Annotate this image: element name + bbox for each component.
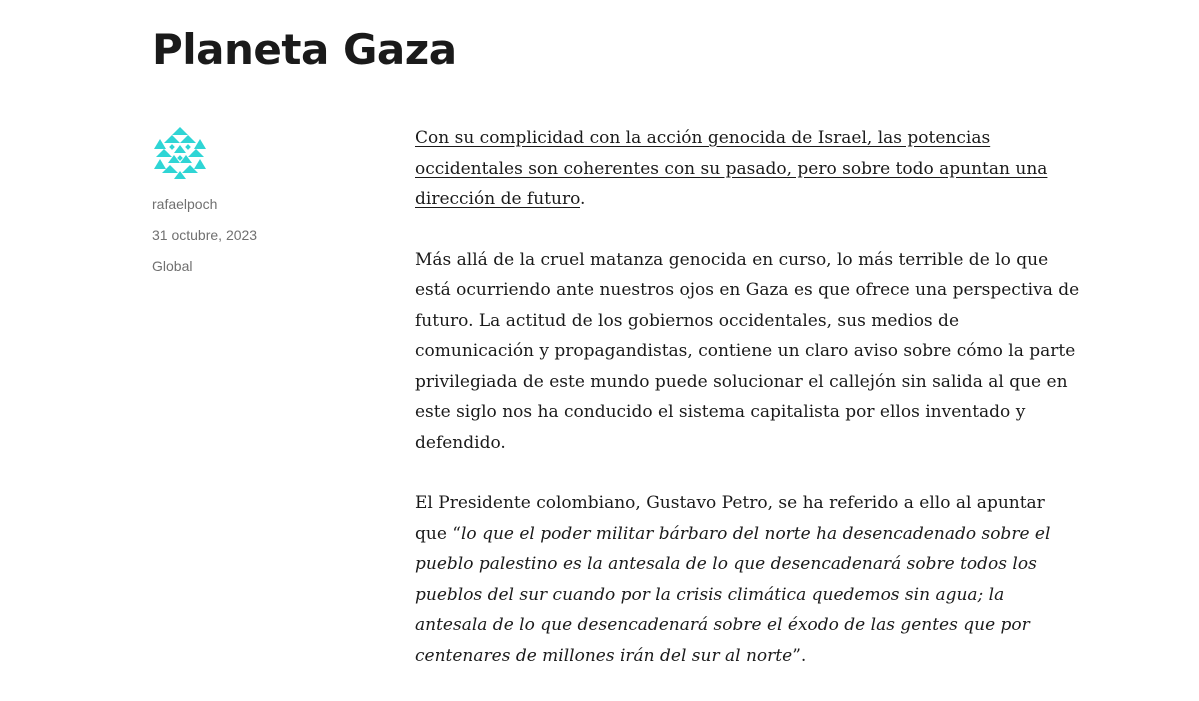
paragraph-3: [415, 488, 1080, 671]
lead-link[interactable]: Con su complicidad con la acción genocida de Israel, las potencias occidentales son coherentes con su pasado, pero sobre todo apuntan una dirección de futuro: [415, 128, 1048, 209]
petro-quote: lo que el poder militar bárbaro del norte ha desencadenado sobre el pueblo palestino es la antesala de lo que desencadenará sobre todos los pueblos del sur cuando por la crisis climática quedemos sin agua; la antesala de lo que desencadenará sobre el éxodo de las gentes que por centenares de millones irán del sur al norte: [415, 523, 1051, 666]
paragraph-3-intro: El Presidente colombiano, Gustavo Petro, se ha referido a ello al apuntar que: [415, 493, 1045, 544]
category-link[interactable]: Global: [152, 258, 193, 274]
paragraph-2: Más allá de la cruel matanza genocida en curso, lo más terrible de lo que está ocurriendo ante nuestros ojos en Gaza es que ofrece una perspectiva de futuro. La actitud de los gobiernos occidentales, sus medios de comunicación y propagandistas, contiene un claro aviso sobre cómo la parte privilegiada de este mundo puede solucionar el callejón sin salida al que en este siglo nos ha conducido el sistema capitalista por ellos inventado y defendido.: [415, 249, 1080, 453]
close-quote: ”.: [792, 645, 807, 666]
author-link[interactable]: rafaelpoch: [152, 196, 218, 212]
lead-paragraph: [415, 123, 1080, 215]
lead-suffix: .: [580, 189, 586, 209]
page-title: Planeta Gaza: [152, 25, 457, 74]
post-date-link[interactable]: 31 octubre, 2023: [152, 227, 258, 243]
author-avatar-icon[interactable]: [152, 125, 208, 181]
article-body: [415, 123, 1080, 701]
post-meta: [152, 125, 352, 282]
open-quote: “: [452, 523, 461, 544]
